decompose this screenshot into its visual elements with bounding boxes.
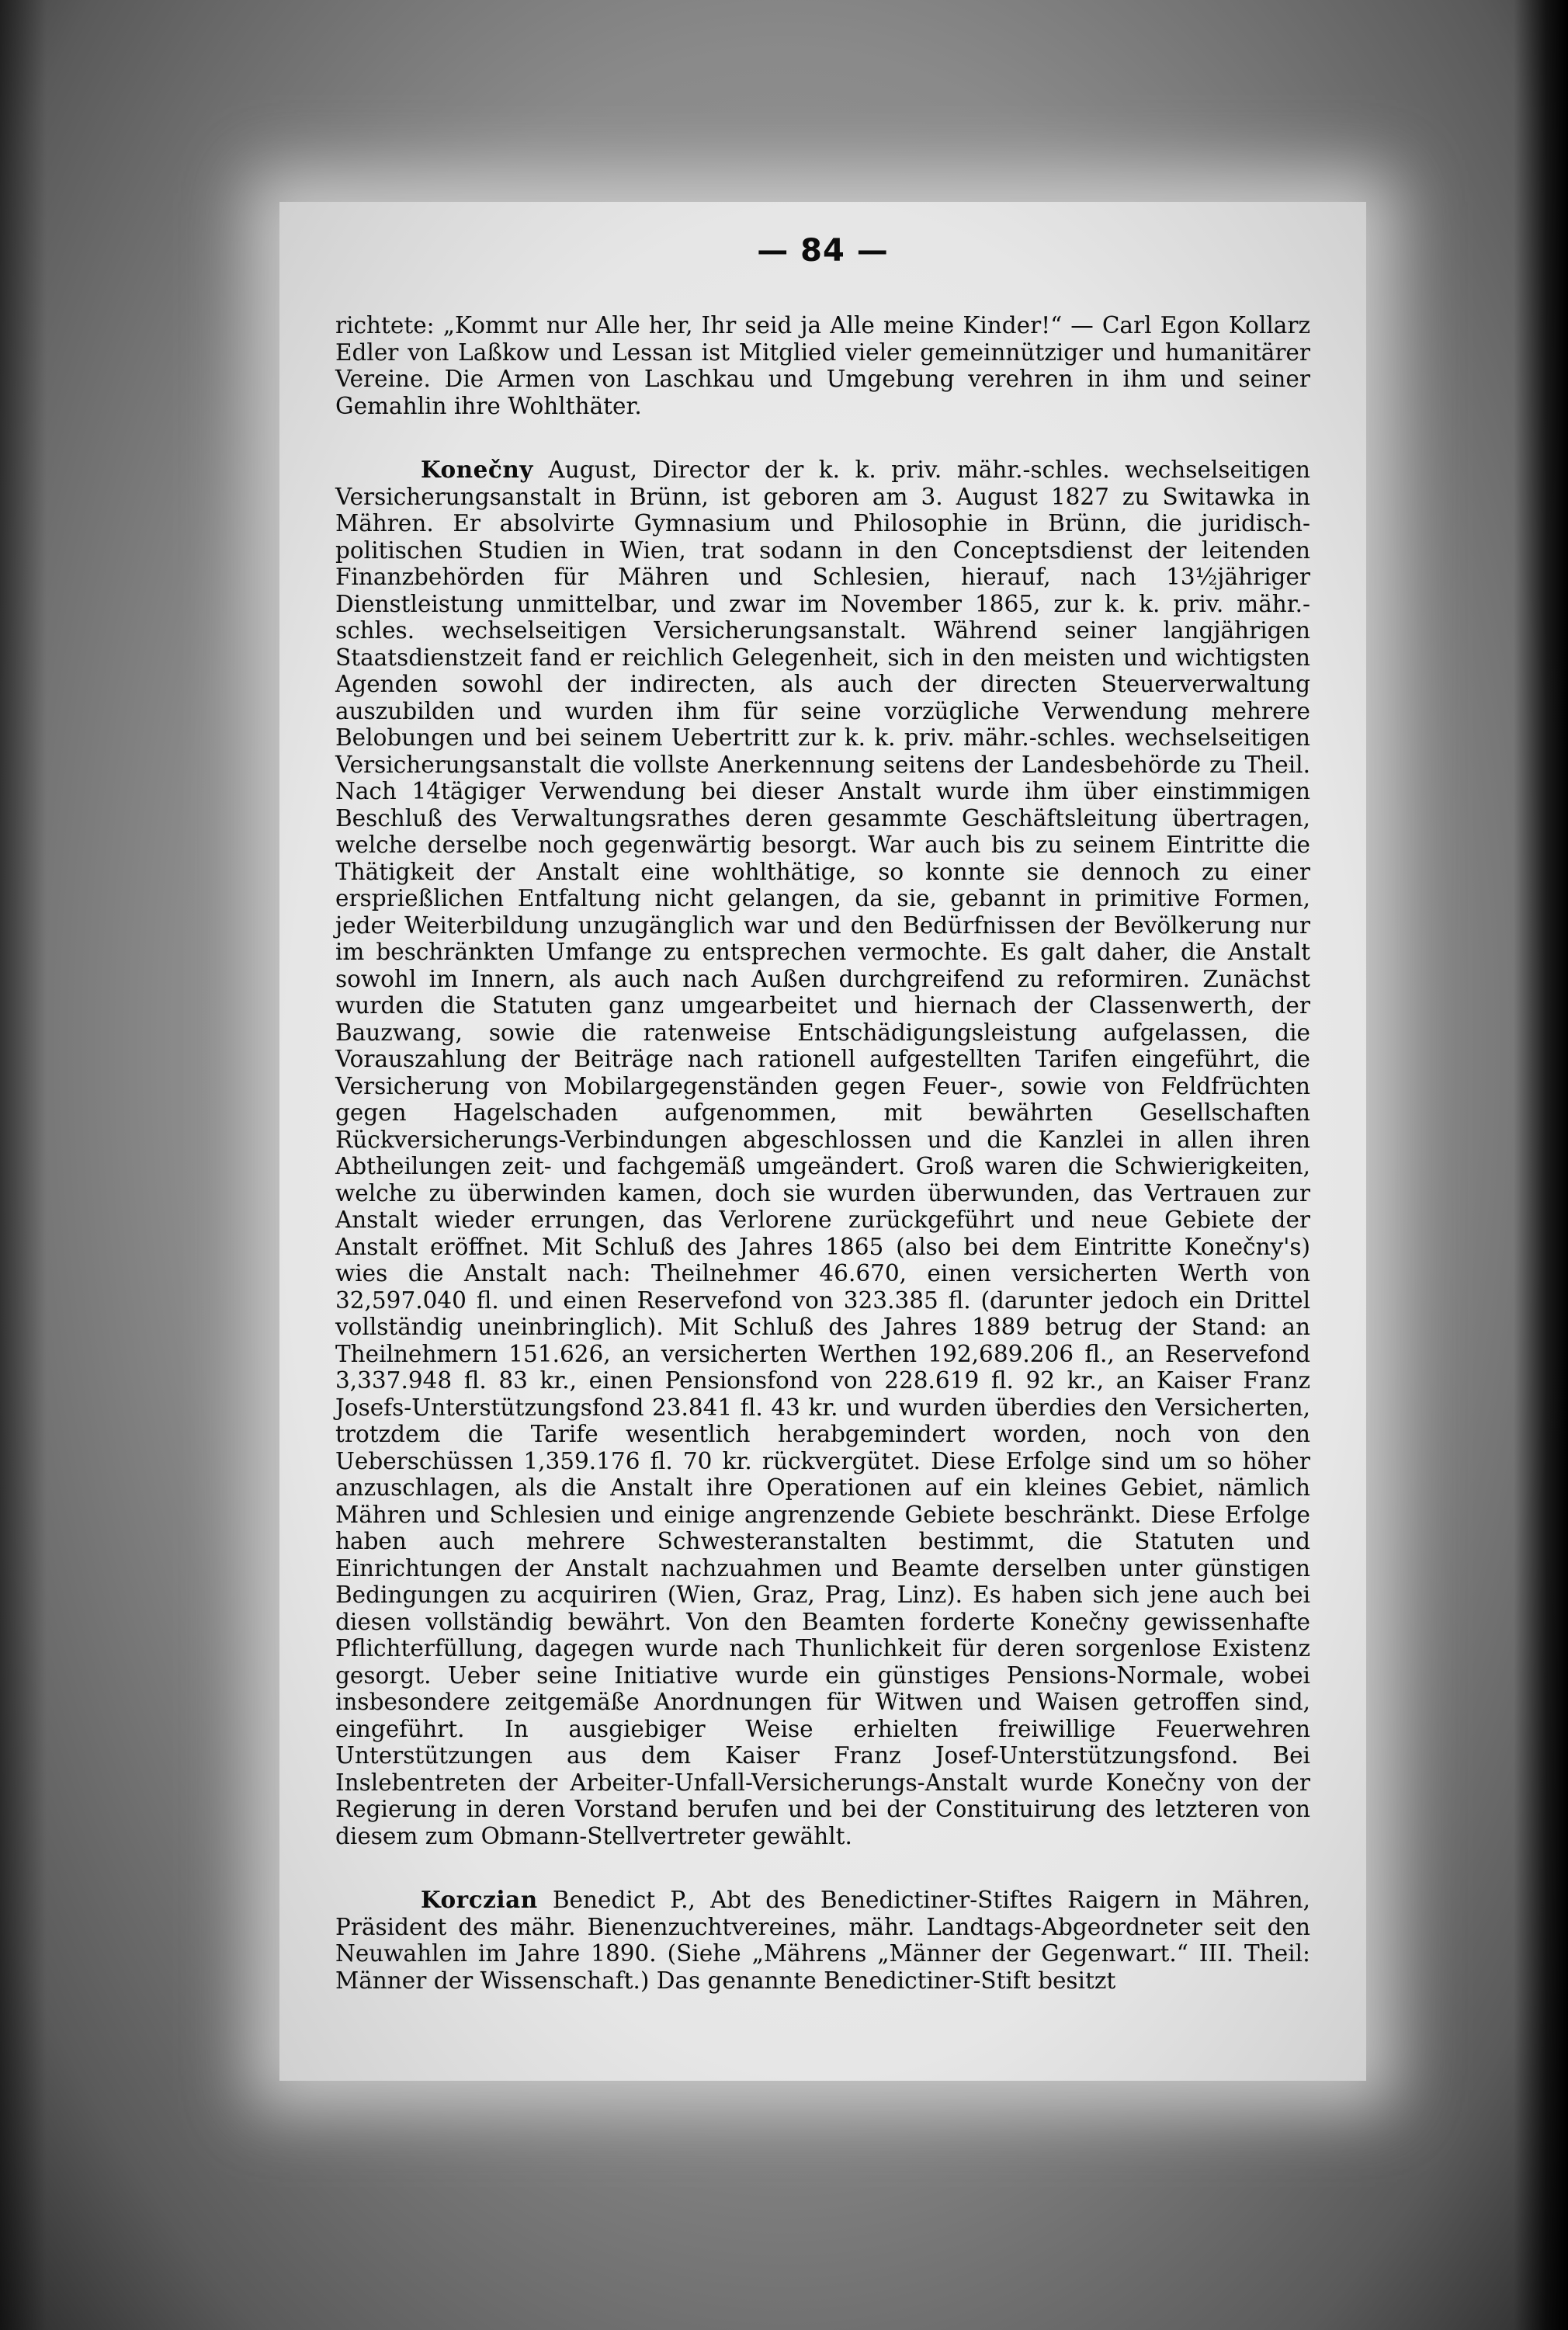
- entry-name-korczian: Korczian: [421, 1886, 538, 1913]
- paragraph-gap: [335, 419, 1310, 457]
- entry-text-konecny: August, Director der k. k. priv. mähr.-schles. wechselseitigen Versicherungsanstalt in Brünn, ist geboren am 3. August 1827 zu Switawka in Mähren. Er absolvirte Gymnasium und Philosophie in Brünn, die juridisch-politischen Studien in Wien, trat sodann in den Conceptsdienst der leitenden Finanzbehörden für Mähren und Schlesien, hierauf, nach 13½jähriger Dienstleistung unmittelbar, und zwar im November 1865, zur k. k. priv. mähr.-schles. wechselseitigen Versicherungsanstalt. Während seiner langjährigen Staatsdienstzeit fand er reichlich Gelegenheit, sich in den meisten und wichtigsten Agenden sowohl der indirecten, als auch der directen Steuerverwaltung auszubilden und wurden ihm für seine vorzügliche Verwendung mehrere Belobungen und bei seinem Uebertritt zur k. k. priv. mähr.-schles. wechselseitigen Versicherungsanstalt die vollste Anerkennung seitens der Landesbehörde zu Theil. Nach 14tägiger Verwendung bei dieser Anstalt wurde ihm über einstimmigen Beschluß des Verwaltungsrathes deren gesammte Geschäftsleitung übertragen, welche derselbe noch gegenwärtig besorgt. War auch bis zu seinem Eintritte die Thätigkeit der Anstalt eine wohlthätige, so konnte sie dennoch zu einer ersprießlichen Entfaltung nicht gelangen, da sie, gebannt in primitive Formen, jeder Weiterbildung unzugänglich war und den Bedürfnissen der Bevölkerung nur im beschränkten Umfange zu entsprechen vermochte. Es galt daher, die Anstalt sowohl im Innern, als auch nach Außen durchgreifend zu reformiren. Zunächst wurden die Statuten ganz umgearbeitet und hiernach der Classenwerth, der Bauzwang, sowie die ratenweise Entschädigungsleistung aufgelassen, die Vorauszahlung der Beiträge nach rationell aufgestellten Tarifen eingeführt, die Versicherung von Mobilargegenständen gegen Feuer-, sowie von Feldfrüchten gegen Hagelschaden aufgenommen, mit bewährten Gesellschaften Rückversicherungs-Verbindungen abgeschlossen und die Kanzlei in allen ihren Abtheilungen zeit- und fachgemäß umgeändert. Groß waren die Schwierigkeiten, welche zu überwinden kamen, doch sie wurden überwunden, das Vertrauen zur Anstalt wieder errungen, das Verlorene zurückgeführt und neue Gebiete der Anstalt eröffnet. Mit Schluß des Jahres 1865 (also bei dem Eintritte Konečny's) wies die Anstalt nach: Theilnehmer 46.670, einen versicherten Werth von 32,597.040 fl. und einen Reservefond von 323.385 fl. (darunter jedoch ein Drittel vollständig uneinbringlich). Mit Schluß des Jahres 1889 betrug der Stand: an Theilnehmern 151.626, an versicherten Werthen 192,689.206 fl., an Reservefond 3,337.948 fl. 83 kr., einen Pensionsfond von 228.619 fl. 92 kr., an Kaiser Franz Josefs-Unterstützungsfond 23.841 fl. 43 kr. und wurden überdies den Versicherten, trotzdem die Tarife wesentlich herabgemindert worden, noch von den Ueberschüssen 1,359.176 fl. 70 kr. rückvergütet. Diese Erfolge sind um so höher anzuschlagen, als die Anstalt ihre Operationen auf ein kleines Gebiet, nämlich Mähren und Schlesien und einige angrenzende Gebiete beschränkt. Diese Erfolge haben auch mehrere Schwesteranstalten bestimmt, die Statuten und Einrichtungen der Anstalt nachzuahmen und Beamte derselben unter günstigen Bedingungen zu acquiriren (Wien, Graz, Prag, Linz). Es haben sich jene auch bei diesen vollständig bewährt. Von den Beamten forderte Konečny gewissenhafte Pflichterfüllung, dagegen wurde nach Thunlichkeit für deren sorgenlose Existenz gesorgt. Ueber seine Initiative wurde ein günstiges Pensions-Normale, wobei insbesondere zeitgemäße Anordnungen für Witwen und Waisen getroffen sind, eingeführt. In ausgiebiger Weise erhielten freiwillige Feuerwehren Unterstützungen aus dem Kaiser Franz Josef-Unterstützungsfond. Bei Inslebentreten der Arbeiter-Unfall-Versicherungs-Anstalt wurde Konečny von der Regierung in deren Vorstand berufen und bei der Constituirung des letzteren von diesem zum Obmann-Stellvertreter gewählt.: [335, 457, 1310, 1849]
- entry-korczian: [335, 1887, 1310, 1994]
- scan-right-shadow: [1514, 0, 1568, 2330]
- scan-left-shadow: [0, 0, 47, 2330]
- entry-text-korczian: Benedict P., Abt des Benedictiner-Stiftes Raigern in Mähren, Präsident des mähr. Bienenzuchtvereines, mähr. Landtags-Abgeordneter seit den Neuwahlen im Jahre 1890. (Siehe „Mährens „Männer der Gegenwart.“ III. Theil: Männer der Wissenschaft.) Das genannte Benedictiner-Stift besitzt: [335, 1887, 1310, 1994]
- paragraph-kollarz-end: richtete: „Kommt nur Alle her, Ihr seid ja Alle meine Kinder!“ — Carl Egon Kollarz Edler von Laßkow und Lessan ist Mitglied vieler gemeinnütziger und humanitärer Vereine. Die Armen von Laschkau und Umgebung verehren in ihm und seiner Gemahlin ihre Wohlthäter.: [335, 312, 1310, 419]
- page-number: — 84 —: [757, 233, 889, 269]
- entry-konecny: [335, 457, 1310, 1849]
- entry-name-konecny: Konečny: [421, 456, 533, 483]
- paragraph-gap: [335, 1849, 1310, 1887]
- page-content: [335, 233, 1310, 1994]
